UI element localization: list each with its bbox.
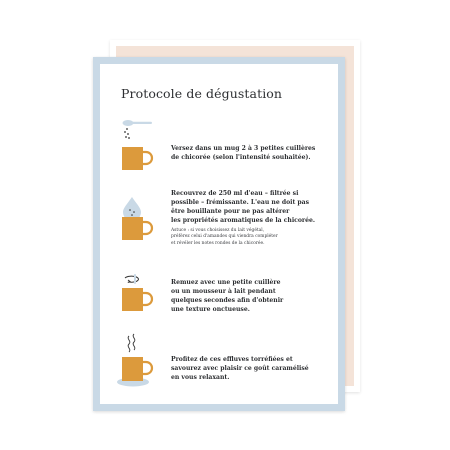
- stir-mug-icon: [114, 270, 156, 336]
- tip-line: préférez celui d'amandes qui viendra compléter: [171, 234, 278, 240]
- step-line: possible – frémissante. L'eau ne doit pas: [171, 199, 310, 207]
- tip-note: [171, 228, 335, 248]
- step-line: une texture onctueuse.: [171, 306, 250, 314]
- step-line: ou un mousseur à lait pendant: [171, 288, 276, 296]
- step-line: les propriétés aromatiques de la chicorée.: [171, 217, 316, 225]
- step-line: Remuez avec une petite cuillère: [171, 279, 281, 286]
- step-line: de chicorée (selon l'intensité souhaitée).: [171, 154, 311, 162]
- step-line: Profitez de ces effluves torréfiées et: [171, 356, 293, 363]
- steaming-mug-icon: [114, 330, 156, 396]
- instruction-card-body: [100, 64, 338, 404]
- step-line: Recouvrez de 250 ml d'eau – filtrée si: [171, 190, 299, 197]
- instruction-card: [93, 57, 345, 411]
- tip-line: et révéler les notes rondes de la chicorée.: [171, 241, 265, 247]
- step-1-text: [171, 144, 335, 162]
- step-2-text: [171, 189, 335, 248]
- step-line: en vous relaxant.: [171, 374, 230, 382]
- step-line: savourez avec plaisir ce goût caramélisé: [171, 365, 309, 373]
- step-line: Versez dans un mug 2 à 3 petites cuillères: [171, 145, 316, 152]
- step-line: être bouillante pour ne pas altérer: [171, 208, 290, 216]
- step-line: quelques secondes afin d'obtenir: [171, 297, 284, 305]
- step-3-text: [171, 278, 335, 315]
- spoon-sugar-mug-icon: [114, 114, 156, 180]
- step-4-text: [171, 355, 335, 382]
- card-title: Protocole de dégustation: [121, 86, 283, 101]
- water-drop-mug-icon: [114, 191, 156, 257]
- tip-line: Astuce : si vous choisissez du lait végétal,: [171, 227, 265, 233]
